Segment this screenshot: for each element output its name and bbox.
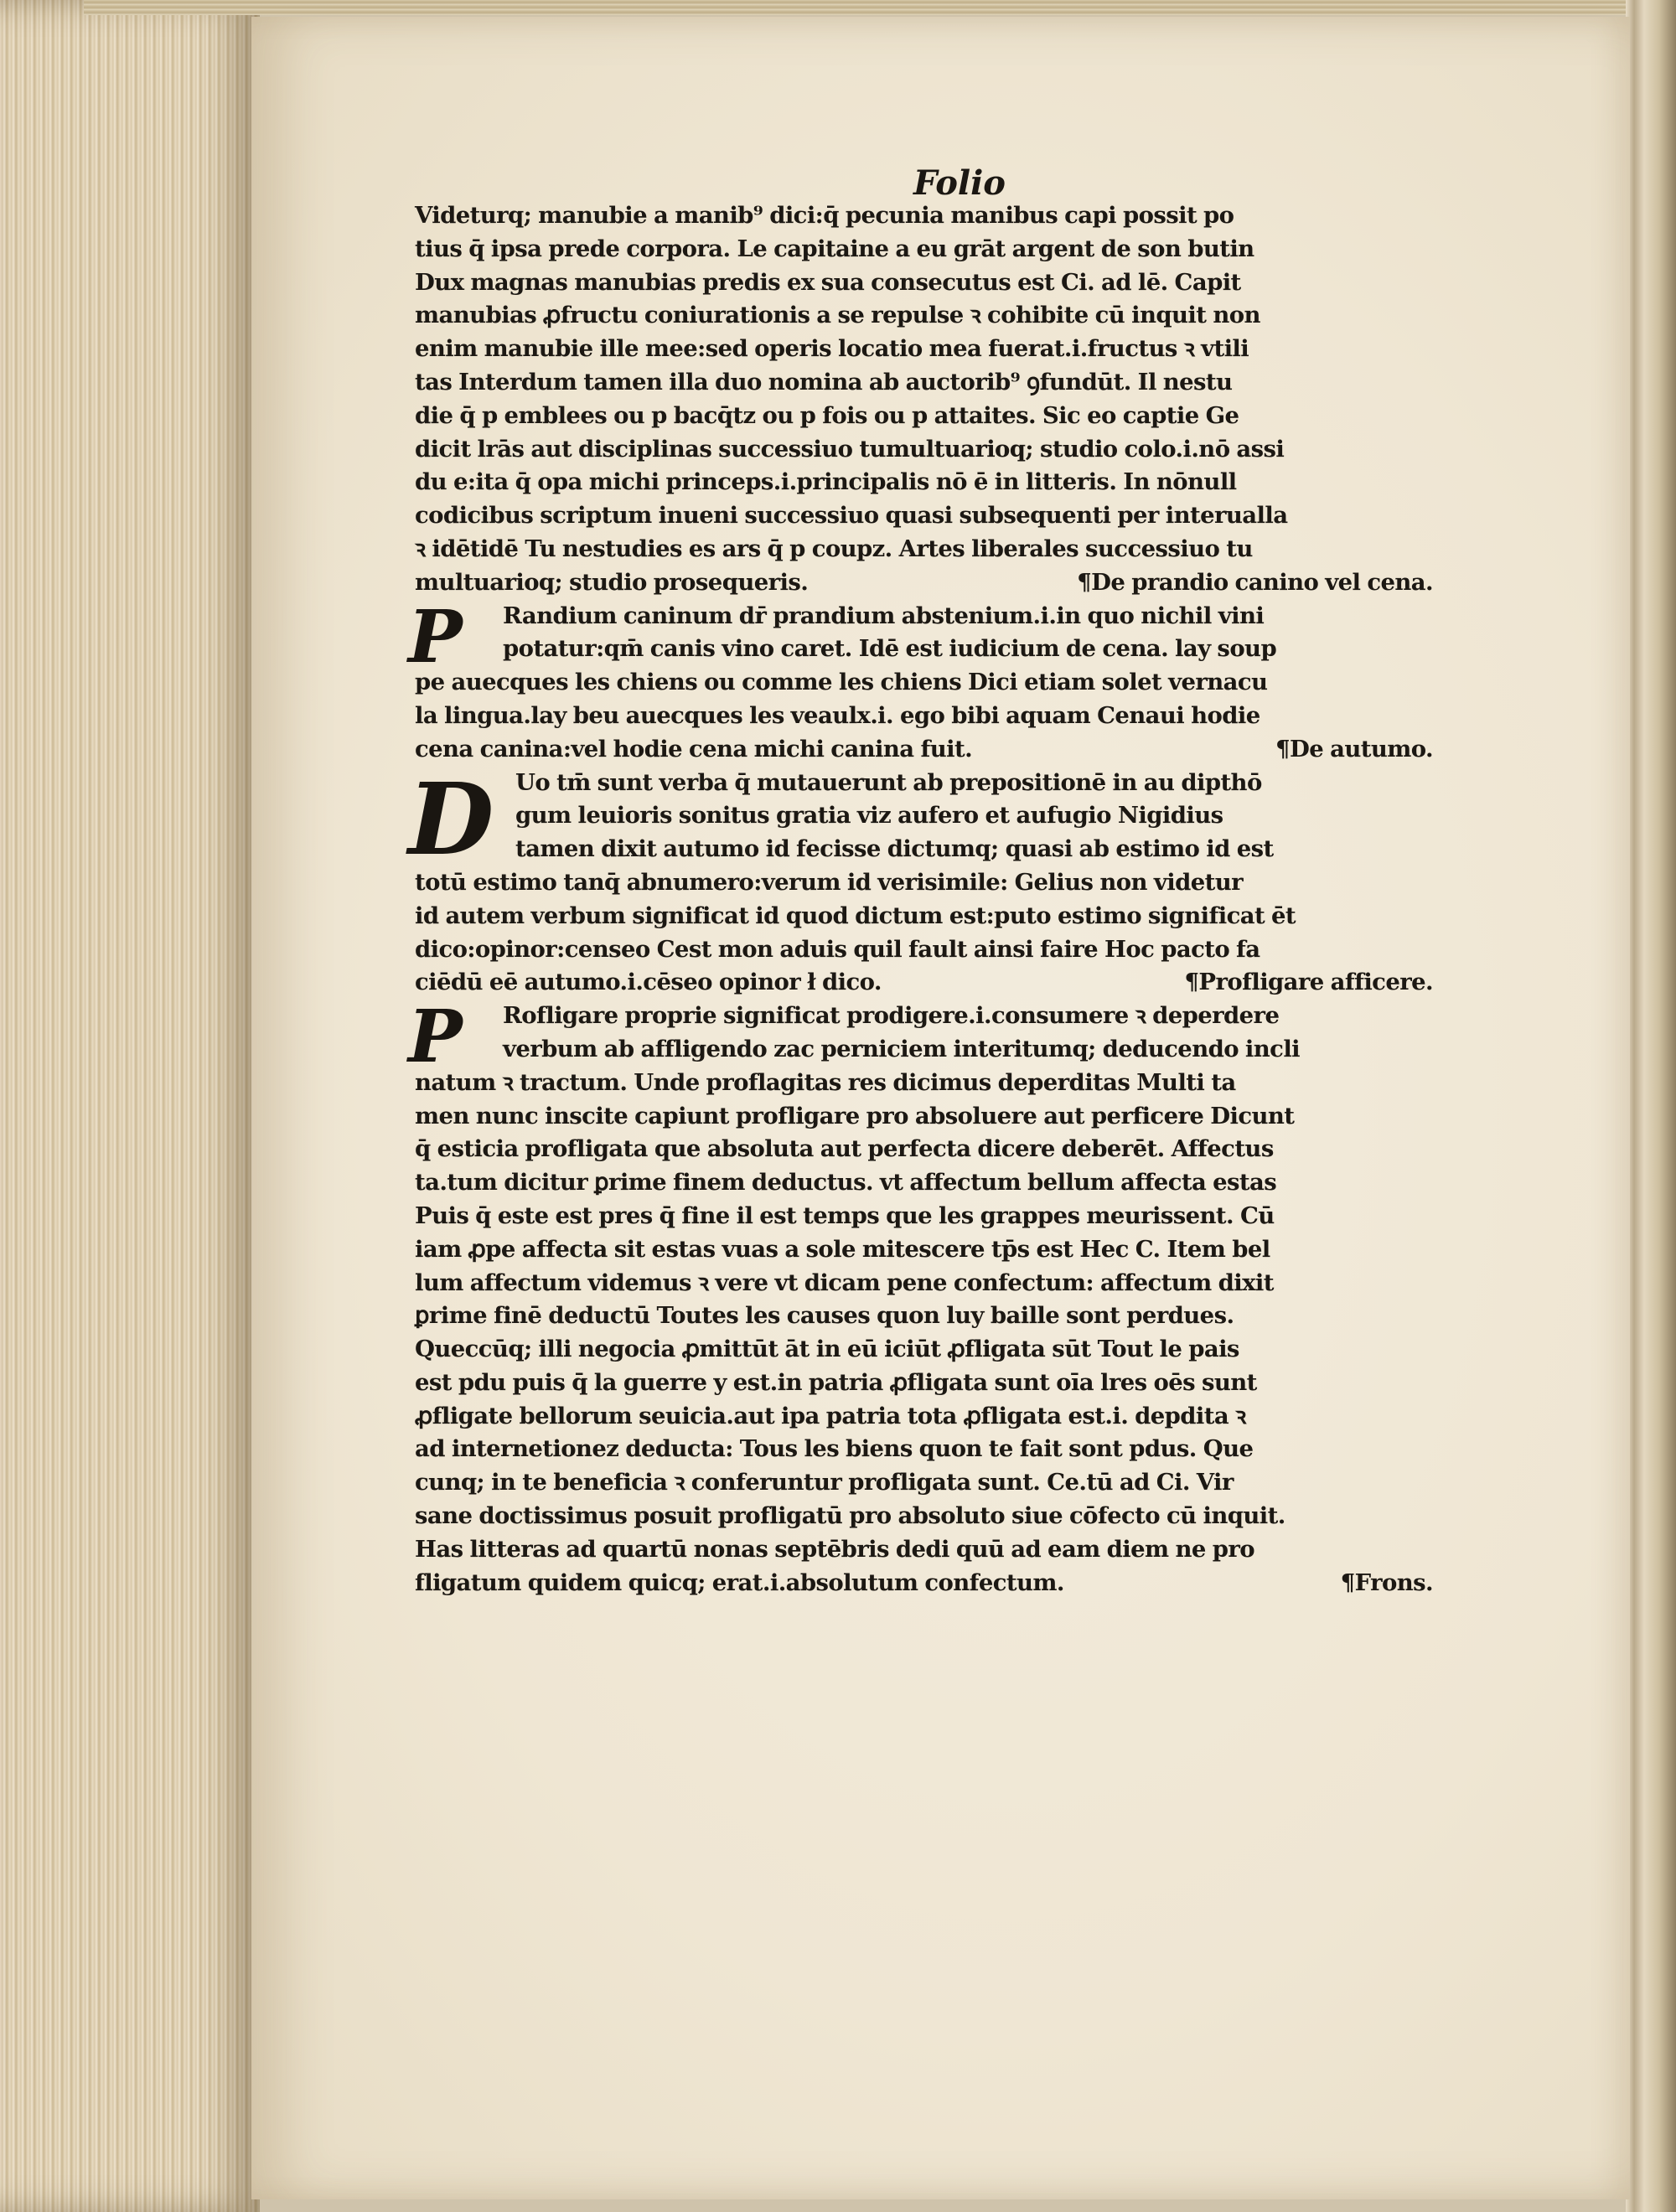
text-line: est pdu puis q̄ la guerre y est.in patria ꝓfligata sunt oīa lres oēs sunt bbox=[415, 1368, 1257, 1396]
text-line: manubias ꝓfructu coniurationis a se repulse ꝛ cohibite cū inquit non bbox=[415, 302, 1260, 329]
text-line: iam ꝓpe affecta sit estas vuas a sole mitescere tp̄s est Hec C. Item bel bbox=[415, 1235, 1270, 1263]
text-line: totū estimo tanq̄ abnumero:verum id verisimile: Gelius non videtur bbox=[415, 868, 1243, 896]
section-profligare bbox=[408, 995, 1433, 1600]
text-line-with-heading bbox=[415, 566, 1433, 600]
text-line-with-heading bbox=[415, 733, 1433, 767]
text-line: natum ꝛ tractum. Unde proflagitas res dicimus deperditas Multi ta bbox=[415, 1068, 1236, 1096]
text-line: dico:opinor:censeo Cest mon aduis quil fault ainsi faire Hoc pacto fa bbox=[415, 935, 1260, 963]
folio-header: Folio bbox=[913, 163, 1006, 203]
text-line: Dux magnas manubias predis ex sua consecutus est Ci. ad lē. Capit bbox=[415, 268, 1241, 296]
text-line: tas Interdum tamen illa duo nomina ab auctorib⁹ ꝯfundūt. Il nestu bbox=[415, 368, 1233, 395]
section-heading-profligare: ¶Profligare afficere. bbox=[1184, 969, 1433, 996]
text-line: verbum ab affligendo zac perniciem interitumq; deducendo incli bbox=[503, 1035, 1301, 1062]
text-line: lum affectum videmus ꝛ vere vt dicam pene confectum: affectum dixit bbox=[415, 1269, 1274, 1296]
text-line: ꝛ idētidē Tu nestudies es ars q̄ p coupz. Artes liberales successiuo tu bbox=[415, 535, 1253, 562]
text-line: tamen dixit autumo id fecisse dictumq; quasi ab estimo id est bbox=[515, 835, 1274, 863]
text-line: cena canina:vel hodie cena michi canina fuit. bbox=[415, 735, 973, 762]
text-line: id autem verbum significat id quod dictum est:puto estimo significat ēt bbox=[415, 902, 1296, 929]
book-top-edges bbox=[84, 0, 1676, 15]
initial-letter-d: D bbox=[408, 760, 494, 877]
text-line: la lingua.lay beu auecques les veaulx.i. ego bibi aquam Cenaui hodie bbox=[415, 701, 1260, 729]
text-line: die q̄ p emblees ou p bacq̄tz ou p fois ou p attaites. Sic eo captie Ge bbox=[415, 401, 1239, 429]
text-block bbox=[408, 199, 1433, 1600]
text-line: Videturq; manubie a manib⁹ dici:q̄ pecunia manibus capi possit po bbox=[415, 202, 1234, 229]
text-line: dicit lrās aut disciplinas successiuo tumultuarioq; studio colo.i.nō assi bbox=[415, 435, 1285, 463]
text-line: multuarioq; studio prosequeris. bbox=[415, 568, 809, 596]
facing-page-edge bbox=[1626, 0, 1676, 2212]
text-line: men nunc inscite capiunt profligare pro absoluere aut perficere Dicunt bbox=[415, 1102, 1295, 1129]
text-line: ta.tum dicitur ꝑrime finem deductus. vt affectum bellum affecta estas bbox=[415, 1169, 1277, 1196]
text-line: sane doctissimus posuit profligatū pro absoluto siue cōfecto cū inquit. bbox=[415, 1502, 1285, 1530]
section-autumo bbox=[408, 760, 1433, 1000]
initial-letter-p: P bbox=[408, 995, 463, 1080]
text-line: codicibus scriptum inueni successiuo quasi subsequenti per interualla bbox=[415, 502, 1288, 530]
text-line: du e:ita q̄ opa michi princeps.i.principalis nō ē in litteris. In nōnull bbox=[415, 468, 1237, 496]
section-heading-autumo: ¶De autumo. bbox=[1275, 735, 1433, 762]
text-line: fligatum quidem quicq; erat.i.absolutum confectum. bbox=[415, 1569, 1064, 1596]
section-heading-prandio: ¶De prandio canino vel cena. bbox=[1077, 568, 1433, 596]
text-line: enim manubie ille mee:sed operis locatio mea fuerat.i.fructus ꝛ vtili bbox=[415, 335, 1249, 363]
text-line: cunq; in te beneficia ꝛ conferuntur profligata sunt. Ce.tū ad Ci. Vir bbox=[415, 1469, 1234, 1496]
section-prandio bbox=[408, 594, 1433, 767]
text-line: Rofligare proprie significat prodigere.i.consumere ꝛ deperdere bbox=[503, 1002, 1280, 1030]
text-line: pe auecques les chiens ou comme les chiens Dici etiam solet vernacu bbox=[415, 669, 1268, 696]
initial-letter-p: P bbox=[408, 594, 463, 680]
text-line: ad internetionez deducta: Tous les biens quon te fait sont pdus. Que bbox=[415, 1435, 1254, 1463]
text-line: ꝑrime finē deductū Toutes les causes quon luy baille sont perdues. bbox=[415, 1302, 1234, 1330]
text-line: ciēdū eē autumo.i.cēseo opinor ł dico. bbox=[415, 969, 882, 996]
text-line-with-heading bbox=[415, 1567, 1433, 1600]
text-line: gum leuioris sonitus gratia viz aufero et aufugio Nigidius bbox=[515, 802, 1223, 830]
text-line: q̄ esticia profligata que absoluta aut perfecta dicere deberēt. Affectus bbox=[415, 1135, 1274, 1163]
text-line: Has litteras ad quartū nonas septēbris dedi quū ad eam diem ne pro bbox=[415, 1535, 1255, 1563]
text-line: ꝓfligate bellorum seuicia.aut ipa patria tota ꝓfligata est.i. depdita ꝛ bbox=[415, 1402, 1246, 1429]
text-line: Puis q̄ este est pres q̄ fine il est temps que les grappes meurissent. Cū bbox=[415, 1202, 1275, 1229]
text-line-with-heading bbox=[415, 966, 1433, 1000]
text-line: Randium caninum dr̄ prandium abstenium.i.in quo nichil vini bbox=[503, 602, 1265, 629]
text-line: Uo tm̄ sunt verba q̄ mutauerunt ab prepositionē in au dipthō bbox=[515, 768, 1262, 796]
text-line: Queccūq; illi negocia ꝓmittūt āt in eū iciūt ꝓfligata sūt Tout le pais bbox=[415, 1336, 1239, 1363]
text-line: potatur:qm̄ canis vino caret. Idē est iudicium de cena. lay soup bbox=[503, 635, 1277, 663]
section-heading-frons: ¶Frons. bbox=[1340, 1569, 1433, 1596]
book-page-edges bbox=[0, 0, 260, 2212]
text-line: tius q̄ ipsa prede corpora. Le capitaine a eu grāt argent de son butin bbox=[415, 235, 1254, 262]
